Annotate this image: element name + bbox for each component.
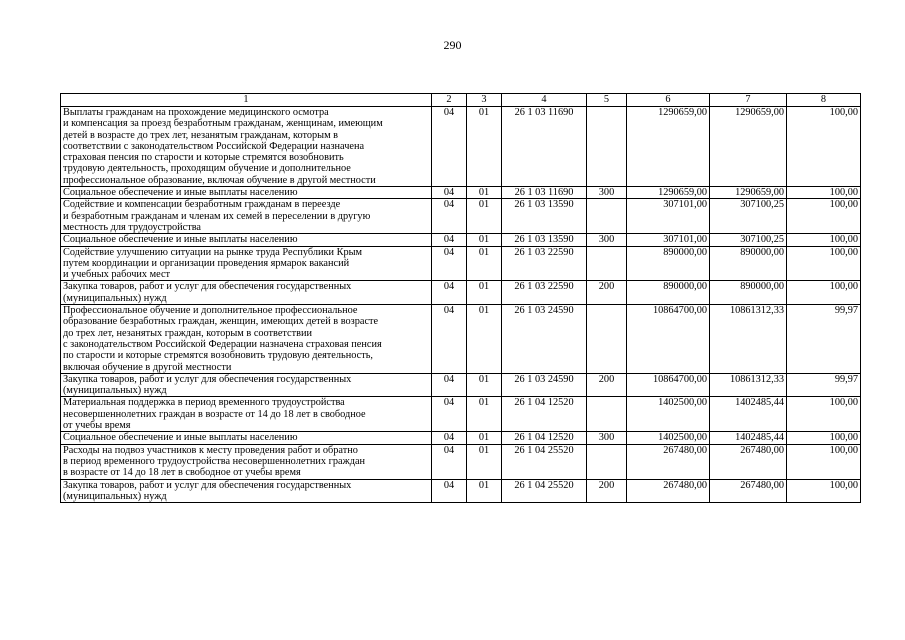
planned-amount-cell: 1402500,00 [627,397,710,432]
executed-amount-cell: 1290659,00 [710,187,787,199]
header-col-3: 3 [467,94,502,107]
table-row [61,432,861,444]
execution-percent-cell: 100,00 [787,281,861,305]
subsection-code-cell: 01 [467,479,502,503]
target-article-cell: 26 1 03 13590 [502,199,587,234]
expense-type-cell [587,444,627,479]
table-row [61,281,861,305]
execution-percent-cell: 100,00 [787,234,861,246]
executed-amount-cell: 890000,00 [710,246,787,281]
section-code-cell: 04 [432,373,467,397]
table-row [61,479,861,503]
target-article-cell: 26 1 04 25520 [502,444,587,479]
planned-amount-cell: 890000,00 [627,281,710,305]
table-row [61,373,861,397]
expense-type-cell: 300 [587,187,627,199]
section-code-cell: 04 [432,234,467,246]
header-col-8: 8 [787,94,861,107]
target-article-cell: 26 1 03 11690 [502,107,587,187]
target-article-cell: 26 1 04 25520 [502,479,587,503]
planned-amount-cell: 10864700,00 [627,373,710,397]
execution-percent-cell: 100,00 [787,199,861,234]
planned-amount-cell: 1290659,00 [627,107,710,187]
table-row [61,199,861,234]
row-name-cell: Материальная поддержка в период временного трудоустройства несовершеннолетних граждан в возрасте от 14 до 18 лет в свободное от учебы время [61,397,432,432]
section-code-cell: 04 [432,281,467,305]
expense-type-cell [587,397,627,432]
subsection-code-cell: 01 [467,187,502,199]
executed-amount-cell: 10861312,33 [710,305,787,374]
section-code-cell: 04 [432,479,467,503]
planned-amount-cell: 267480,00 [627,479,710,503]
subsection-code-cell: 01 [467,432,502,444]
expense-type-cell: 300 [587,234,627,246]
page-number: 290 [443,38,462,52]
row-name-cell: Содействие улучшению ситуации на рынке труда Республики Крым путем координации и организации проведения ярмарок вакансий и учебных рабочих мест [61,246,432,281]
target-article-cell: 26 1 03 11690 [502,187,587,199]
executed-amount-cell: 10861312,33 [710,373,787,397]
target-article-cell: 26 1 03 13590 [502,234,587,246]
section-code-cell: 04 [432,444,467,479]
target-article-cell: 26 1 03 22590 [502,246,587,281]
subsection-code-cell: 01 [467,234,502,246]
table-row [61,107,861,187]
section-code-cell: 04 [432,305,467,374]
expense-type-cell: 300 [587,432,627,444]
expense-type-cell [587,199,627,234]
executed-amount-cell: 307100,25 [710,234,787,246]
header-col-7: 7 [710,94,787,107]
execution-percent-cell: 99,97 [787,373,861,397]
subsection-code-cell: 01 [467,246,502,281]
executed-amount-cell: 267480,00 [710,479,787,503]
planned-amount-cell: 10864700,00 [627,305,710,374]
subsection-code-cell: 01 [467,107,502,187]
section-code-cell: 04 [432,199,467,234]
header-col-5: 5 [587,94,627,107]
expense-type-cell [587,305,627,374]
row-name-cell: Социальное обеспечение и иные выплаты населению [61,432,432,444]
execution-percent-cell: 100,00 [787,187,861,199]
header-col-2: 2 [432,94,467,107]
table-row [61,187,861,199]
table-row [61,305,861,374]
header-col-4: 4 [502,94,587,107]
target-article-cell: 26 1 04 12520 [502,397,587,432]
table-body [61,107,861,503]
planned-amount-cell: 1290659,00 [627,187,710,199]
header-col-1: 1 [61,94,432,107]
target-article-cell: 26 1 04 12520 [502,432,587,444]
executed-amount-cell: 267480,00 [710,444,787,479]
expense-type-cell [587,107,627,187]
row-name-cell: Закупка товаров, работ и услуг для обеспечения государственных (муниципальных) нужд [61,281,432,305]
execution-percent-cell: 100,00 [787,246,861,281]
expense-type-cell: 200 [587,281,627,305]
section-code-cell: 04 [432,246,467,281]
planned-amount-cell: 267480,00 [627,444,710,479]
executed-amount-cell: 1290659,00 [710,107,787,187]
subsection-code-cell: 01 [467,373,502,397]
executed-amount-cell: 890000,00 [710,281,787,305]
table-header [61,94,861,107]
target-article-cell: 26 1 03 22590 [502,281,587,305]
section-code-cell: 04 [432,432,467,444]
executed-amount-cell: 307100,25 [710,199,787,234]
planned-amount-cell: 307101,00 [627,234,710,246]
execution-percent-cell: 100,00 [787,432,861,444]
table-row [61,234,861,246]
section-code-cell: 04 [432,397,467,432]
planned-amount-cell: 1402500,00 [627,432,710,444]
row-name-cell: Социальное обеспечение и иные выплаты населению [61,187,432,199]
header-col-6: 6 [627,94,710,107]
target-article-cell: 26 1 03 24590 [502,305,587,374]
execution-percent-cell: 100,00 [787,444,861,479]
table-row [61,397,861,432]
subsection-code-cell: 01 [467,397,502,432]
execution-percent-cell: 99,97 [787,305,861,374]
planned-amount-cell: 890000,00 [627,246,710,281]
expense-type-cell: 200 [587,479,627,503]
row-name-cell: Закупка товаров, работ и услуг для обеспечения государственных (муниципальных) нужд [61,373,432,397]
section-code-cell: 04 [432,187,467,199]
subsection-code-cell: 01 [467,444,502,479]
header-row [61,94,861,107]
executed-amount-cell: 1402485,44 [710,397,787,432]
table-row [61,444,861,479]
execution-percent-cell: 100,00 [787,397,861,432]
executed-amount-cell: 1402485,44 [710,432,787,444]
budget-table [60,93,861,503]
subsection-code-cell: 01 [467,305,502,374]
expense-type-cell: 200 [587,373,627,397]
row-name-cell: Профессиональное обучение и дополнительное профессиональное образование безработных граждан, женщин, имеющих детей в возрасте до трех лет, незанятых граждан, которым в соответствии с законодательством Российской Федерации назначена страховая пенсия по старости и которые стремятся возобновить трудовую деятельность, включая обучение в другой местности [61,305,432,374]
planned-amount-cell: 307101,00 [627,199,710,234]
subsection-code-cell: 01 [467,281,502,305]
expense-type-cell [587,246,627,281]
row-name-cell: Социальное обеспечение и иные выплаты населению [61,234,432,246]
row-name-cell: Выплаты гражданам на прохождение медицинского осмотра и компенсация за проезд безработным гражданам, женщинам, имеющим детей в возрасте до трех лет, незанятым гражданам, которым в соответствии с законодательством Российской Федерации назначена страховая пенсия по старости и которые стремятся возобновить трудовую деятельность, проходящим обучение и дополнительное профессиональное образование, включая обучение в другой местности [61,107,432,187]
table-row [61,246,861,281]
row-name-cell: Закупка товаров, работ и услуг для обеспечения государственных (муниципальных) нужд [61,479,432,503]
execution-percent-cell: 100,00 [787,107,861,187]
section-code-cell: 04 [432,107,467,187]
target-article-cell: 26 1 03 24590 [502,373,587,397]
execution-percent-cell: 100,00 [787,479,861,503]
row-name-cell: Расходы на подвоз участников к месту проведения работ и обратно в период временного трудоустройства несовершеннолетних граждан в возрасте от 14 до 18 лет в свободное от учебы время [61,444,432,479]
subsection-code-cell: 01 [467,199,502,234]
row-name-cell: Содействие и компенсации безработным гражданам в переезде и безработным гражданам и членам их семей в переселении в другую местность для трудоустройства [61,199,432,234]
